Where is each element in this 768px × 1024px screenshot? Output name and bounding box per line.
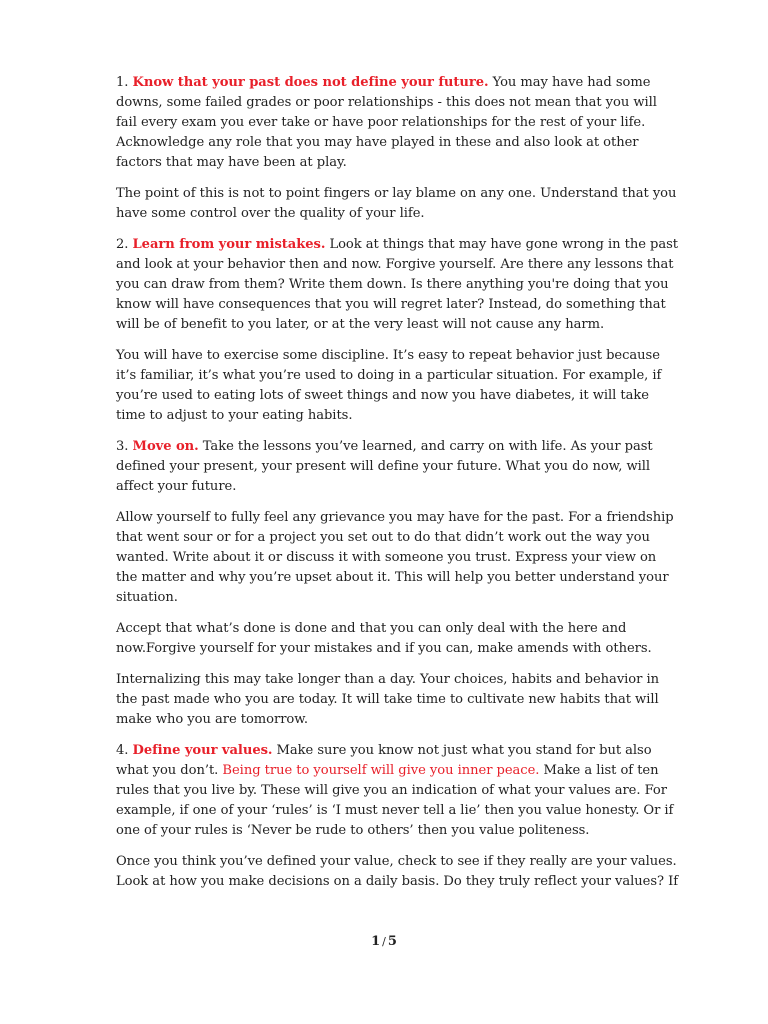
page-indicator (0, 934, 768, 949)
text-line: one of your rules is ‘Never be rude to others’ then you value politeness. (116, 823, 590, 838)
text-line (116, 73, 676, 93)
text-line (116, 437, 676, 457)
text-fragment: what you don’t. (116, 763, 223, 778)
text-line: it’s familiar, it’s what you’re used to doing in a particular situation. For example, if (116, 368, 662, 383)
text-line: time to adjust to your eating habits. (116, 408, 353, 423)
text-line: the matter and why you’re upset about it. This will help you better understand your (116, 570, 669, 585)
highlighted-phrase: Being true to yourself will give you inner peace. (222, 763, 540, 778)
text-line: Look at how you make decisions on a daily basis. Do they truly reflect your values? If (116, 874, 679, 889)
section-heading-values: Define your values. (132, 743, 273, 758)
text-line: Allow yourself to fully feel any grievance you may have for the past. For a friendship (116, 510, 674, 525)
text-line: The point of this is not to point fingers or lay blame on any one. Understand that you (116, 186, 677, 201)
current-page-number: 1 (371, 934, 381, 949)
text-line: affect your future. (116, 479, 237, 494)
text-line: Acknowledge any role that you may have played in these and also look at other (116, 135, 639, 150)
section-heading-mistakes: Learn from your mistakes. (132, 237, 326, 252)
text-line: know will have consequences that you will regret later? Instead, do something that (116, 297, 666, 312)
text-line: you’re used to eating lots of sweet things and now you have diabetes, it will take (116, 388, 649, 403)
paragraph (116, 184, 676, 224)
page-separator: / (382, 935, 386, 948)
text-line: have some control over the quality of your life. (116, 206, 425, 221)
paragraph-point-2 (116, 235, 679, 335)
item-number: 3. (116, 439, 133, 454)
text-line: example, if one of your ‘rules’ is ‘I must never tell a lie’ then you value honesty. Or if (116, 803, 674, 818)
text-line: Once you think you’ve defined your value, check to see if they really are your values. (116, 854, 677, 869)
section-heading-move-on: Move on. (132, 439, 199, 454)
text-line (116, 761, 676, 781)
text-line: defined your present, your present will define your future. What you do now, will (116, 459, 651, 474)
text-line: fail every exam you ever take or have poor relationships for the rest of your life. (116, 115, 646, 130)
text-line: rules that you live by. These will give you an indication of what your values are. For (116, 783, 667, 798)
paragraph-point-4 (116, 741, 676, 841)
paragraph-point-3 (116, 437, 676, 497)
item-number: 4. (116, 743, 133, 758)
item-number: 2. (116, 237, 133, 252)
document-page (116, 73, 679, 903)
text-line: Accept that what’s done is done and that you can only deal with the here and (116, 621, 627, 636)
total-page-count: 5 (387, 934, 397, 949)
text-line: make who you are tomorrow. (116, 712, 308, 727)
text-line (116, 741, 676, 761)
text-line: the past made who you are today. It will take time to cultivate new habits that will (116, 692, 659, 707)
text-line: situation. (116, 590, 178, 605)
paragraph (116, 852, 679, 892)
text-line: downs, some failed grades or poor relationships - this does not mean that you will (116, 95, 657, 110)
paragraph (116, 508, 676, 608)
paragraph (116, 670, 676, 730)
text-line: Internalizing this may take longer than a day. Your choices, habits and behavior in (116, 672, 659, 687)
paragraph-point-1 (116, 73, 676, 173)
text-line: you can draw from them? Write them down. Is there anything you're doing that you (116, 277, 669, 292)
text-fragment: Look at things that may have gone wrong in the past (325, 237, 679, 252)
text-line: You will have to exercise some discipline. It’s easy to repeat behavior just because (116, 348, 660, 363)
text-line: now.Forgive yourself for your mistakes and if you can, make amends with others. (116, 641, 652, 656)
item-number: 1. (116, 75, 133, 90)
text-fragment: Make sure you know not just what you stand for but also (272, 743, 652, 758)
paragraph (116, 346, 676, 426)
text-fragment: You may have had some (488, 75, 651, 90)
text-fragment: Make a list of ten (539, 763, 659, 778)
paragraph (116, 619, 676, 659)
text-line: and look at your behavior then and now. Forgive yourself. Are there any lessons that (116, 257, 674, 272)
text-fragment: Take the lessons you’ve learned, and carry on with life. As your past (198, 439, 653, 454)
section-heading-past: Know that your past does not define your future. (132, 75, 489, 90)
text-line (116, 235, 679, 255)
text-line: that went sour or for a project you set out to do that didn’t work out the way you (116, 530, 650, 545)
text-line: will be of benefit to you later, or at the very least will not cause any harm. (116, 317, 605, 332)
text-line: factors that may have been at play. (116, 155, 347, 170)
text-line: wanted. Write about it or discuss it with someone you trust. Express your view on (116, 550, 657, 565)
